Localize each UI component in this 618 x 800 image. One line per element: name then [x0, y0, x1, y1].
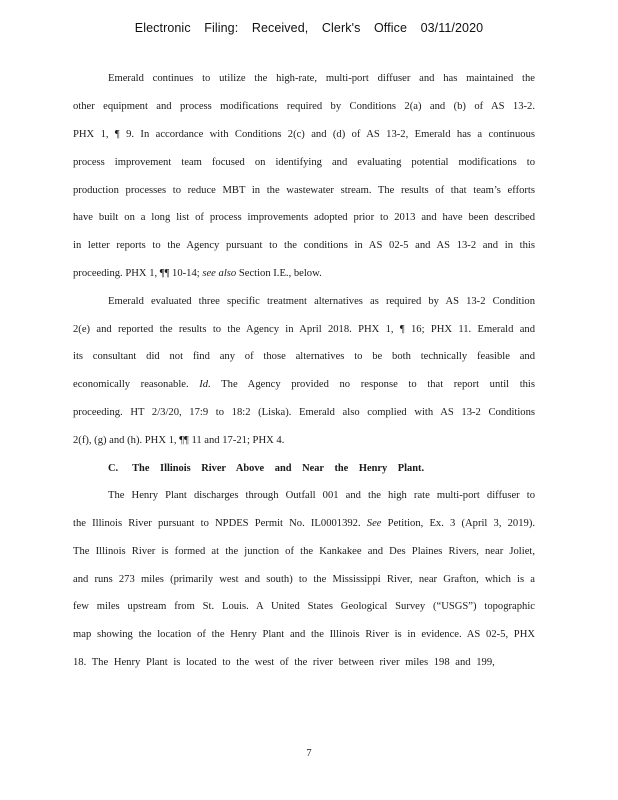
section-title: The Illinois River Above and Near the Henry Plant. [132, 463, 425, 474]
text-line [73, 267, 535, 281]
citation-signal: Id. [199, 379, 211, 390]
text-run: Section I.E., below. [236, 268, 322, 279]
text-line: 2(f), (g) and (h). PHX 1, ¶¶ 11 and 17-21; PHX 4. [73, 435, 285, 446]
text-line: other equipment and process modifications required by Conditions 2(a) and (b) of AS 13-2. [73, 101, 535, 112]
text-line: 2(e) and reported the results to the Agency in April 2018. PHX 1, ¶ 16; PHX 11. Emerald and [73, 324, 535, 335]
section-label: C. [108, 463, 119, 474]
text-line: Emerald continues to utilize the high-rate, multi-port diffuser and has maintained the [108, 73, 535, 84]
text-run: Petition, Ex. 3 (April 3, 2019). [387, 518, 535, 529]
text-line: process improvement team focused on identifying and evaluating potential modifications to [73, 157, 535, 168]
text-line: and runs 273 miles (primarily west and south) to the Mississippi River, near Grafton, which is a [73, 574, 535, 585]
text-line: production processes to reduce MBT in the wastewater stream. The results of that team’s efforts [73, 185, 535, 196]
text-line [73, 517, 535, 531]
text-line: Emerald evaluated three specific treatment alternatives as required by AS 13-2 Condition [108, 296, 535, 307]
citation-signal: see also [202, 268, 237, 279]
text-line: have built on a long list of process improvements adopted prior to 2013 and have been described [73, 212, 535, 223]
text-line: 18. The Henry Plant is located to the west of the river between river miles 198 and 199, [73, 657, 495, 668]
text-run: economically reasonable. [73, 379, 200, 390]
text-run: proceeding. PHX 1, ¶¶ 10-14; [73, 268, 203, 279]
filing-header: Electronic Filing: Received, Clerk's Office 03/11/2020 [134, 21, 484, 35]
text-line: The Illinois River is formed at the junction of the Kankakee and Des Plaines Rivers, near Joliet, [73, 546, 535, 557]
text-line: its consultant did not find any of those alternatives to be both technically feasible and [73, 351, 535, 362]
section-heading [108, 462, 570, 476]
text-line: few miles upstream from St. Louis. A United States Geological Survey (“USGS”) topographic [73, 601, 535, 612]
text-run: The Agency provided no response to that report until this [221, 379, 536, 390]
text-line: The Henry Plant discharges through Outfall 001 and the high rate multi-port diffuser to [108, 490, 535, 501]
text-line: PHX 1, ¶ 9. In accordance with Conditions 2(c) and (d) of AS 13-2, Emerald has a continuous [73, 129, 535, 140]
text-line [73, 378, 535, 392]
text-line: map showing the location of the Henry Plant and the Illinois River is in evidence. AS 02-5, PHX [73, 629, 535, 640]
text-run: the Illinois River pursuant to NPDES Permit No. IL0001392. [73, 518, 367, 529]
citation-signal: See [366, 518, 382, 529]
text-line: in letter reports to the Agency pursuant to the conditions in AS 02-5 and AS 13-2 and in this [73, 240, 535, 251]
text-line: proceeding. HT 2/3/20, 17:9 to 18:2 (Liska). Emerald also complied with AS 13-2 Conditions [73, 407, 535, 418]
page-number: 7 [306, 748, 312, 759]
